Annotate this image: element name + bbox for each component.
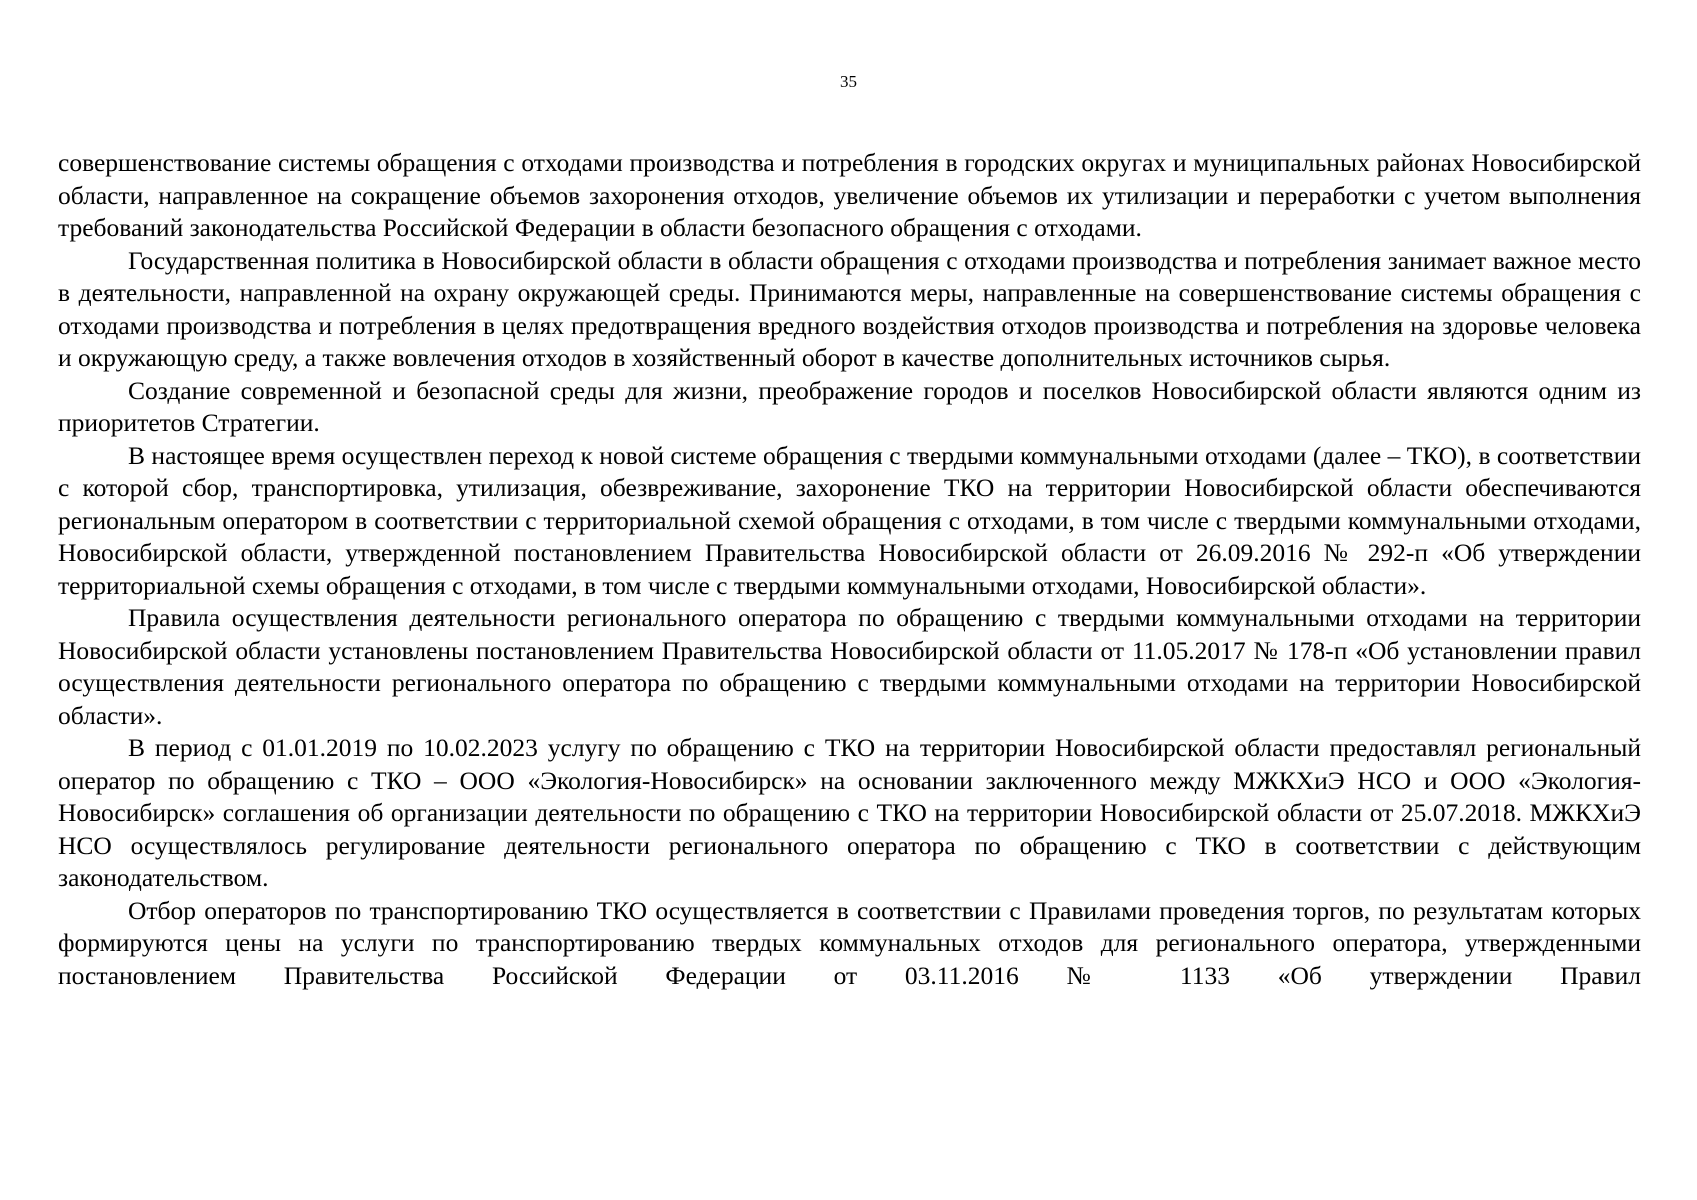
paragraph-operator-rules: Правила осуществления деятельности регионального оператора по обращению с твердыми коммунальными отходами на территории Новосибирской области установлены постановлением Правительства Новосибирской области от 11.05.2017 № 178-п «Об установлении правил осуществления деятельности регионального оператора по обращению с твердыми коммунальными отходами на территории Новосибирской области». [58,603,1641,730]
document-body [58,147,1641,992]
paragraph-transport-operators: Отбор операторов по транспортированию ТКО осуществляется в соответствии с Правилами проведения торгов, по результатам которых формируются цены на услуги по транспортированию твердых коммунальных отходов для регионального оператора, утвержденными постановлением Правительства Российской Федерации от 03.11.2016 № 1133 «Об утверждении Правил [58,895,1641,990]
paragraph-continuation: совершенствование системы обращения с отходами производства и потребления в городских округах и муниципальных районах Новосибирской области, направленное на сокращение объемов захоронения отходов, увеличение объемов их утилизации и переработки с учетом выполнения требований законодательства Российской Федерации в области безопасного обращения с отходами. [58,148,1641,242]
paragraph-tko-transition: В настоящее время осуществлен переход к новой системе обращения с твердыми коммунальными отходами (далее – ТКО), в соответствии с которой сбор, транспортировка, утилизация, обезвреживание, захоронение ТКО на территории Новосибирской области обеспечиваются региональным оператором в соответствии с территориальной схемой обращения с отходами, в том числе с твердыми коммунальными отходами, Новосибирской области, утвержденной постановлением Правительства Новосибирской области от 26.09.2016 № 292-п «Об утверждении территориальной схемы обращения с отходами, в том числе с твердыми коммунальными отходами, Новосибирской области». [58,440,1641,600]
paragraph-safe-environment: Создание современной и безопасной среды для жизни, преображение городов и поселков Новосибирской области являются одним из приоритетов Стратегии. [58,375,1641,437]
paragraph-state-policy: Государственная политика в Новосибирской области в области обращения с отходами производства и потребления занимает важное место в деятельности, направленной на охрану окружающей среды. Принимаются меры, направленные на совершенствование системы обращения с отходами производства и потребления в целях предотвращения вредного воздействия отходов производства и потребления на здоровье человека и окружающую среду, а также вовлечения отходов в хозяйственный оборот в качестве дополнительных источников сырья. [58,245,1641,372]
paragraph-regional-operator: В период с 01.01.2019 по 10.02.2023 услугу по обращению с ТКО на территории Новосибирской области предоставлял региональный оператор по обращению с ТКО – ООО «Экология-Новосибирск» на основании заключенного между МЖКХиЭ НСО и ООО «Экология-Новосибирск» соглашения об организации деятельности по обращению с ТКО на территории Новосибирской области от 25.07.2018. МЖКХиЭ НСО осуществлялось регулирование деятельности регионального оператора по обращению с ТКО в соответствии с действующим законодательством. [58,733,1641,892]
page-number: 35 [840,72,857,91]
